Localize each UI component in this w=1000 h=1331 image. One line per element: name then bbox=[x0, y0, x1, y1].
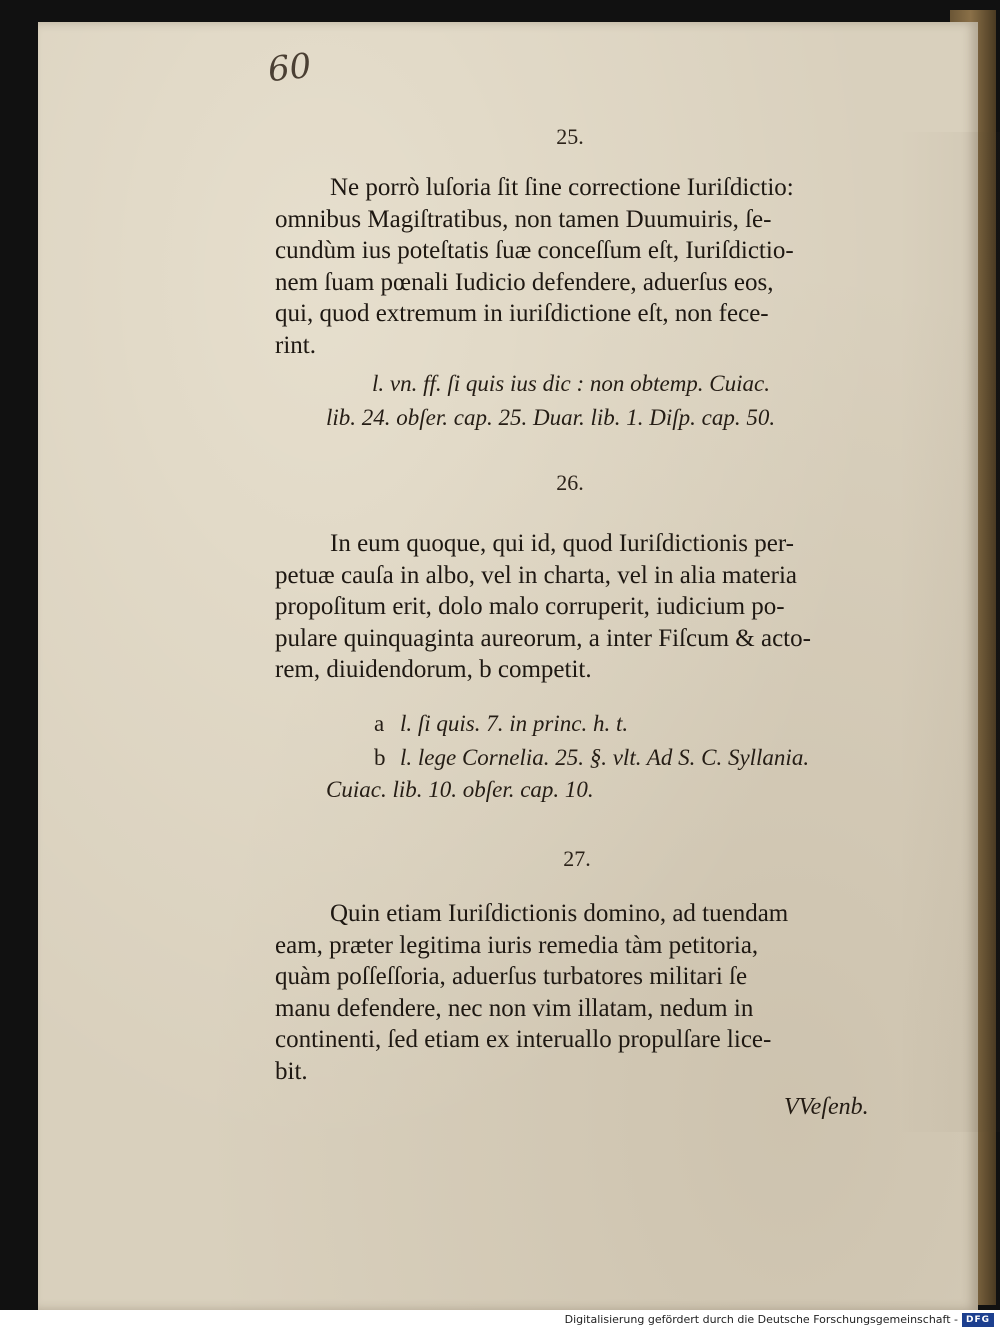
footnote-letter: b bbox=[374, 745, 386, 770]
paragraph-line: Quin etiam Iuriſdictionis domino, ad tuendam bbox=[330, 900, 789, 927]
footer-bar bbox=[0, 1310, 1000, 1331]
handwritten-folio-number: 60 bbox=[266, 45, 314, 91]
paragraph-line: propoſitum erit, dolo malo corruperit, iudicium po- bbox=[275, 593, 785, 620]
footnote-text: l. ſi quis. 7. in princ. h. t. bbox=[400, 711, 629, 736]
footnote-letter: a bbox=[374, 711, 385, 736]
paragraph-25 bbox=[275, 172, 880, 361]
citation-line: l. vn. ff. ſi quis ius dic : non obtemp. Cuiac. bbox=[372, 371, 770, 396]
paragraph-line: Ne porrò luſoria ſit ſine correctione Iuriſdictio: bbox=[330, 174, 794, 201]
footnote-text: l. lege Cornelia. 25. §. vlt. Ad S. C. Syllania. bbox=[400, 745, 810, 770]
paragraph-line: manu defendere, nec non vim illatam, nedum in bbox=[275, 994, 754, 1022]
section-number-26: 26. bbox=[556, 470, 584, 495]
paragraph-line: quàm poſſeſſoria, aduerſus turbatores militari ſe bbox=[275, 963, 748, 990]
paragraph-line: omnibus Magiſtratibus, non tamen Duumuiris, ſe- bbox=[275, 205, 772, 233]
paragraph-line: In eum quoque, qui id, quod Iuriſdictionis per- bbox=[330, 530, 795, 557]
footnote-a bbox=[374, 708, 628, 740]
dfg-logo[interactable]: DFG bbox=[962, 1313, 994, 1327]
paragraph-line: petuæ cauſa in albo, vel in charta, vel in alia materia bbox=[275, 561, 798, 589]
paragraph-line: rem, diuidendorum, b competit. bbox=[275, 656, 592, 683]
paragraph-line: eam, præter legitima iuris remedia tàm petitoria, bbox=[275, 931, 759, 959]
footnote-b bbox=[374, 742, 809, 774]
catchword: VVeſenb. bbox=[784, 1094, 869, 1120]
citation-line: Cuiac. lib. 10. obſer. cap. 10. bbox=[326, 777, 594, 802]
section-number-27: 27. bbox=[563, 846, 591, 871]
paragraph-26 bbox=[275, 528, 880, 686]
funding-credit: Digitalisierung gefördert durch die Deutsche Forschungsgemeinschaft - bbox=[564, 1313, 958, 1326]
paragraph-line: nem ſuam pœnali Iudicio defendere, aduerſus eos, bbox=[275, 268, 774, 296]
paragraph-line: rint. bbox=[275, 331, 316, 359]
citation-line: lib. 24. obſer. cap. 25. Duar. lib. 1. Diſp. cap. 50. bbox=[326, 405, 776, 430]
show-through-shadow bbox=[898, 132, 1000, 1132]
paragraph-line: pulare quinquaginta aureorum, a inter Fiſcum & acto- bbox=[275, 624, 811, 652]
paragraph-line: continenti, ſed etiam ex interuallo propulſare lice- bbox=[275, 1026, 772, 1053]
section-number-25: 25. bbox=[556, 124, 584, 149]
paragraph-line: cundùm ius poteſtatis ſuæ conceſſum eſt, Iuriſdictio- bbox=[275, 237, 794, 264]
paragraph-line: qui, quod extremum in iuriſdictione eſt, non fece- bbox=[275, 300, 769, 327]
paragraph-line: bit. bbox=[275, 1057, 308, 1085]
paragraph-27 bbox=[275, 898, 880, 1087]
